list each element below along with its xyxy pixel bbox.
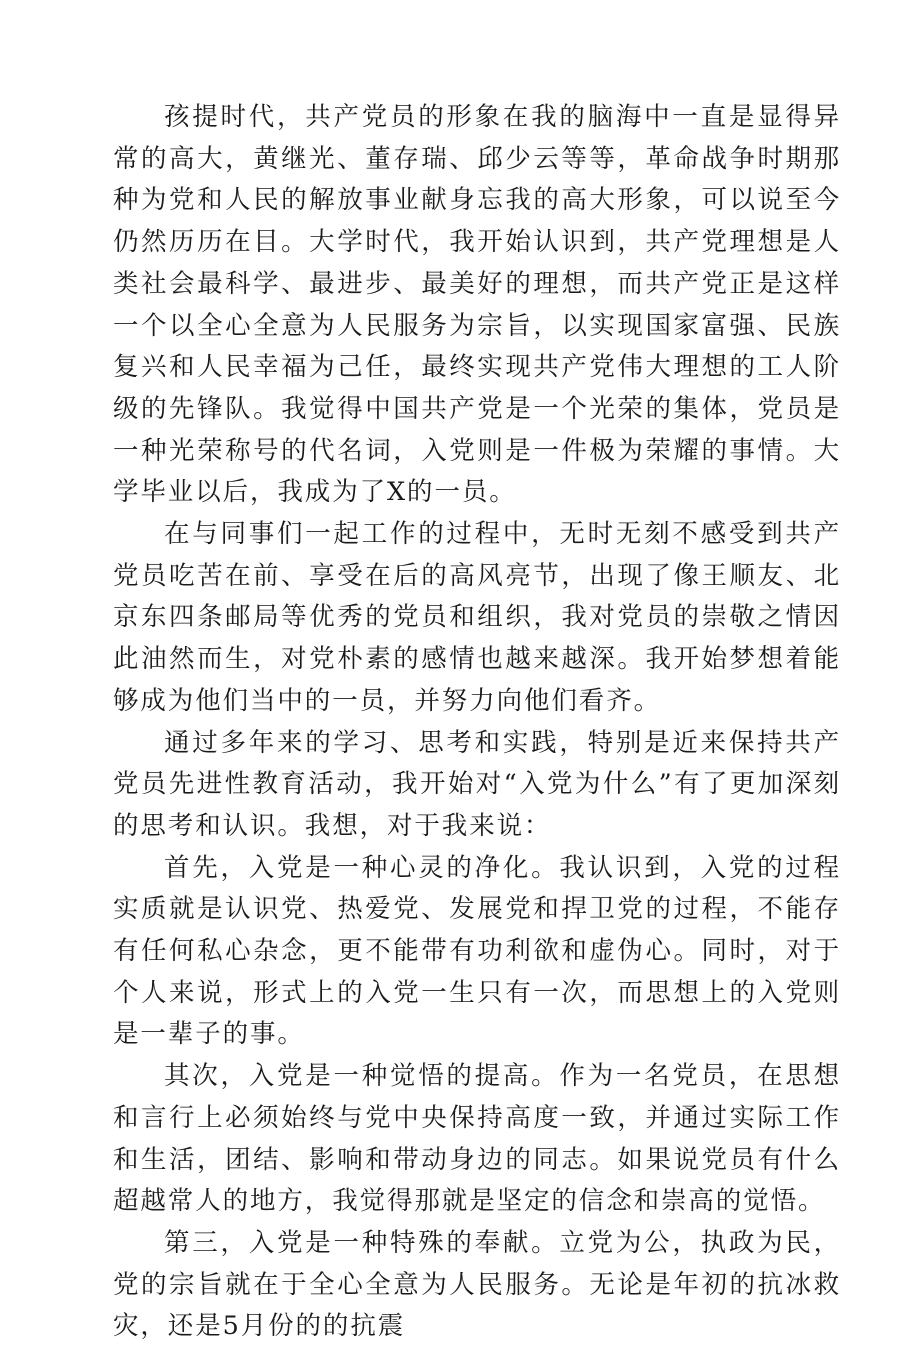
paragraph-reflection: 通过多年来的学习、思考和实践，特别是近来保持共产党员先进性教育活动，我开始对“入党为什么”有了更加深刻的思考和认识。我想，对于我来说： [113,727,841,841]
paragraph-third-point: 第三，入党是一种特殊的奉献。立党为公，执政为民，党的宗旨就在于全心全意为人民服务。无论是年初的抗冰救灾，还是5月份的的抗震 [113,1227,841,1342]
paragraph-second-point: 其次，入党是一种觉悟的提高。作为一名党员，在思想和言行上必须始终与党中央保持高度一致，并通过实际工作和生活，团结、影响和带动身边的同志。如果说党员有什么超越常人的地方，我觉得那就是坚定的信念和崇高的觉悟。 [113,1061,841,1217]
paragraph-colleagues: 在与同事们一起工作的过程中，无时无刻不感受到共产党员吃苦在前、享受在后的高风亮节，出现了像王顺友、北京东四条邮局等优秀的党员和组织，我对党员的崇敬之情因此油然而生，对党朴素的感情也越来越深。我开始梦想着能够成为他们当中的一员，并努力向他们看齐。 [113,519,841,716]
paragraph-first-point: 首先，入党是一种心灵的净化。我认识到，入党的过程实质就是认识党、热爱党、发展党和捍卫党的过程，不能存有任何私心杂念，更不能带有功利欲和虚伪心。同时，对于个人来说，形式上的入党一生只有一次，而思想上的入党则是一辈子的事。 [113,852,841,1050]
document-body [113,97,841,1348]
paragraph-childhood: 孩提时代，共产党员的形象在我的脑海中一直是显得异常的高大，黄继光、董存瑞、邱少云等等，革命战争时期那种为党和人民的解放事业献身忘我的高大形象，可以说至今仍然历历在目。大学时代，我开始认识到，共产党理想是人类社会最科学、最进步、最美好的理想，而共产党正是这样一个以全心全意为人民服务为宗旨，以实现国家富强、民族复兴和人民幸福为己任，最终实现共产党伟大理想的工人阶级的先锋队。我觉得中国共产党是一个光荣的集体，党员是一种光荣称号的代名词，入党则是一件极为荣耀的事情。大学毕业以后，我成为了X的一员。 [113,102,841,508]
